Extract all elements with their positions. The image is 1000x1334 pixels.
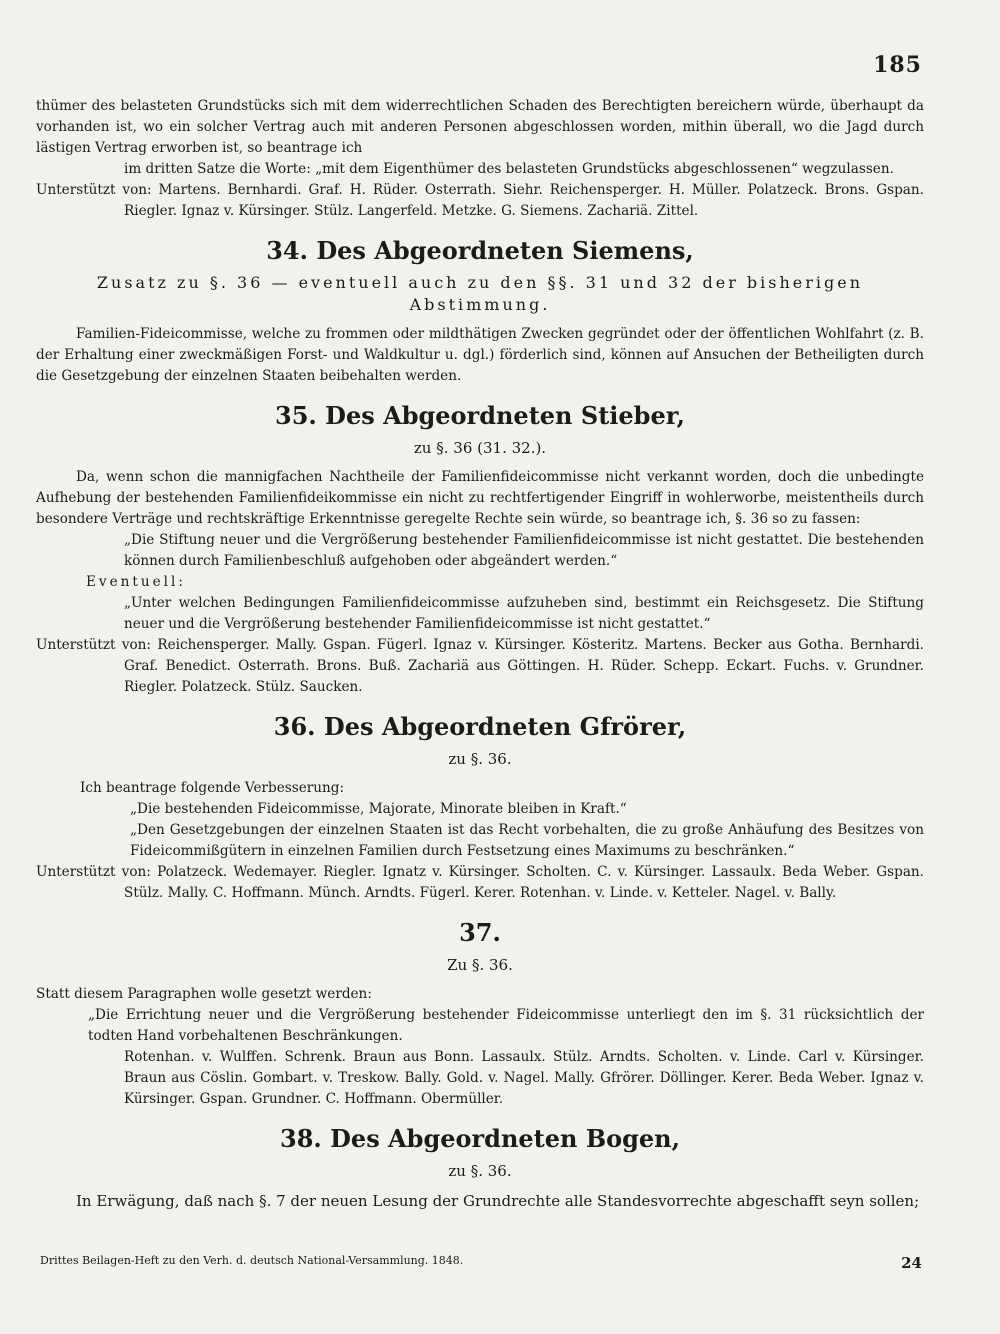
paragraph-motion-37-quote: „Die Errichtung neuer und die Vergrößerung bestehender Fideicommisse unterliegt den im §. 31 rücksichtlich der todten Hand vorbehaltenen Beschränkungen. [88, 1007, 924, 1044]
paragraph-supporters: Unterstützt von: Martens. Bernhardi. Graf. H. Rüder. Osterrath. Siehr. Reichensperger. H. Müller. Polatzeck. Brons. Gspan. Riegler. Ignaz v. Kürsinger. Stülz. Langerfeld. Metzke. G. Siemens. Zachariä. Zittel. [36, 182, 924, 219]
paragraph-motion-38: In Erwägung, daß nach §. 7 der neuen Lesung der Grundrechte alle Standesvorrechte abgeschafft seyn sollen; [76, 1192, 920, 1210]
page-content [36, 96, 924, 1212]
heading-motion-35: 35. Des Abgeordneten Stieber, [275, 401, 685, 430]
subheading-motion-35: zu §. 36 (31. 32.). [413, 439, 547, 457]
subheading-motion-37: Zu §. 36. [447, 956, 513, 974]
paragraph-motion-36-quote-1: „Die bestehenden Fideicommisse, Majorate, Minorate bleiben in Kraft.“ [130, 801, 627, 817]
paragraph-motion-36-quote-2: „Den Gesetzgebungen der einzelnen Staaten ist das Recht vorbehalten, die zu große Anhäufung des Besitzes von Fideicommißgütern in einzelnen Familien durch Festsetzung eines Maximums zu beschränken.“ [130, 822, 924, 859]
paragraph-motion-37-intro: Statt diesem Paragraphen wolle gesetzt werden: [36, 986, 372, 1002]
paragraph-motion-text: im dritten Satze die Worte: „mit dem Eigenthümer des belasteten Grundstücks abgeschlossenen“ wegzulassen. [124, 161, 894, 177]
paragraph-supporters-36: Unterstützt von: Polatzeck. Wedemayer. Riegler. Ignatz v. Kürsinger. Scholten. C. v. Kürsinger. Lassaulx. Beda Weber. Gspan. Stülz. Mally. C. Hoffmann. Münch. Arndts. Fügerl. Kerer. Rotenhan. v. Linde. v. Ketteler. Nagel. v. Bally. [36, 864, 924, 901]
paragraph-quote-1: „Die Stiftung neuer und die Vergrößerung bestehender Familienfideicommisse ist nicht gestattet. Die bestehenden können durch Familienbeschluß aufgehoben oder abgeändert werden.“ [124, 532, 924, 569]
paragraph-supporters-35: Unterstützt von: Reichensperger. Mally. Gspan. Fügerl. Ignaz v. Kürsinger. Kösteritz. Martens. Becker aus Gotha. Bernhardi. Graf. Benedict. Osterrath. Brons. Buß. Zachariä aus Göttingen. H. Rüder. Schepp. Eckart. Fuchs. v. Grundner. Riegler. Polatzeck. Stülz. Saucken. [36, 637, 924, 695]
footer-signature-number: 24 [901, 1254, 922, 1272]
heading-motion-37: 37. [459, 918, 501, 947]
subheading-motion-36: zu §. 36. [448, 750, 512, 768]
paragraph-motion-34: Familien-Fideicommisse, welche zu frommen oder mildthätigen Zwecken gegründet oder der öffentlichen Wohlfahrt (z. B. der Erhaltung einer zweckmäßigen Forst- und Waldkultur u. dgl.) förderlich sind, können auf Ansuchen der Betheiligten durch die Gesetzgebung der einzelnen Staaten beibehalten werden. [36, 326, 924, 384]
page-footer [40, 1254, 922, 1272]
paragraph-continuation: thümer des belasteten Grundstücks sich mit dem widerrechtlichen Schaden des Berechtigten bereichern würde, überhaupt da vorhanden ist, wo ein solcher Vertrag auch mit anderen Personen abgeschlossen worden, mithin überall, wo die Jagd durch lästigen Vertrag erworben ist, so beantrage ich [36, 98, 924, 156]
heading-motion-38: 38. Des Abgeordneten Bogen, [280, 1124, 680, 1153]
paragraph-supporters-37: Rotenhan. v. Wulffen. Schrenk. Braun aus Bonn. Lassaulx. Stülz. Arndts. Scholten. v. Linde. Carl v. Kürsinger. Braun aus Cöslin. Gombart. v. Treskow. Bally. Gold. v. Nagel. Mally. Gfrörer. Döllinger. Kerer. Beda Weber. Ignaz v. Kürsinger. Gspan. Grundner. C. Hoffmann. Obermüller. [124, 1049, 924, 1107]
subheading-motion-38: zu §. 36. [448, 1162, 512, 1180]
heading-motion-34: 34. Des Abgeordneten Siemens, [266, 236, 694, 265]
paragraph-eventuell: Eventuell: [86, 574, 186, 590]
paragraph-quote-2: „Unter welchen Bedingungen Familienfideicommisse aufzuheben sind, bestimmt ein Reichsgesetz. Die Stiftung neuer und die Vergrößerung bestehender Familienfideicommisse ist nicht gestattet.“ [124, 595, 924, 632]
subheading-motion-34: Zusatz zu §. 36 — eventuell auch zu den §§. 31 und 32 der bisherigen Abstimmung. [96, 273, 864, 314]
footer-publication: Drittes Beilagen-Heft zu den Verh. d. deutsch National-Versammlung. 1848. [40, 1254, 464, 1267]
page-number: 185 [873, 52, 922, 78]
paragraph-motion-36-intro: Ich beantrage folgende Verbesserung: [80, 780, 345, 796]
heading-motion-36: 36. Des Abgeordneten Gfrörer, [273, 712, 687, 741]
paragraph-motion-35: Da, wenn schon die mannigfachen Nachtheile der Familienfideicommisse nicht verkannt worden, doch die unbedingte Aufhebung der bestehenden Familienfideikommisse ein nicht zu rechtfertigender Eingriff in wohlerworbe, meistentheils durch besondere Verträge und rechtskräftige Erkenntnisse geregelte Rechte sein würde, so beantrage ich, §. 36 so zu fassen: [36, 469, 924, 527]
